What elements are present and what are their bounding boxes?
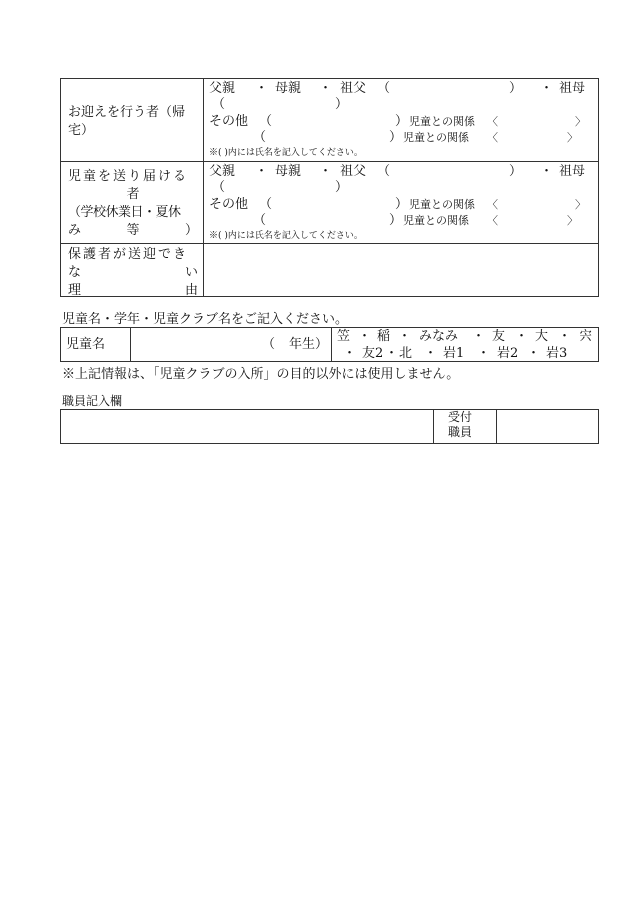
delivery-grandmother-option[interactable]: 祖母 bbox=[559, 164, 586, 179]
delivery-other-line: その他 （ ） 児童との関係 〈 〉 bbox=[209, 197, 586, 212]
pickup-other-line: その他 （ ） 児童との関係 〈 〉 bbox=[209, 114, 586, 129]
pickup-relatives-line: 父親 ・ 母親 ・ 祖父 （ ） ・ 祖母 bbox=[209, 81, 586, 96]
child-name-field[interactable] bbox=[132, 329, 257, 360]
row-divider-1 bbox=[60, 161, 599, 162]
club-option[interactable]: みなみ bbox=[419, 329, 459, 344]
club-option[interactable]: 北 bbox=[399, 346, 413, 361]
club-option[interactable]: 友 bbox=[492, 329, 506, 344]
reception-staff-field[interactable] bbox=[498, 411, 597, 442]
delivery-father-option[interactable]: 父親 bbox=[209, 164, 236, 179]
delivery-note: ※( )内には氏名を記入してください。 bbox=[209, 231, 363, 241]
delivery-relation-label: 児童との関係 bbox=[409, 198, 475, 211]
pickup-person-label: お迎えを行う者（帰 宅） bbox=[68, 105, 186, 138]
pickup-grandmother-option[interactable]: 祖母 bbox=[559, 81, 586, 96]
pickup-relation-label: 児童との関係 bbox=[409, 115, 475, 128]
staff-notes-field[interactable] bbox=[62, 411, 431, 442]
staff-divider-2 bbox=[496, 409, 497, 444]
row-divider-2 bbox=[60, 243, 599, 244]
child-info-divider-1 bbox=[130, 327, 131, 362]
club-option[interactable]: 稲 bbox=[377, 329, 391, 344]
no-pickup-reason-field[interactable] bbox=[205, 245, 597, 295]
delivery-relation-label-2: 児童との関係 bbox=[403, 214, 469, 227]
club-option[interactable]: 笠 bbox=[337, 329, 351, 344]
delivery-other-option[interactable]: その他 bbox=[209, 197, 249, 212]
no-pickup-reason-label: 保護者が送迎でき な い 理 由 bbox=[68, 247, 198, 298]
pickup-father-option[interactable]: 父親 bbox=[209, 81, 236, 96]
club-option[interactable]: 宍 bbox=[579, 329, 593, 344]
grade-open-paren: （ bbox=[262, 337, 276, 352]
guardian-table-divider bbox=[203, 78, 204, 297]
delivery-grandmother-name-line[interactable]: （ ） bbox=[212, 180, 349, 195]
club-option[interactable]: 友2 bbox=[362, 346, 384, 361]
club-option[interactable]: 大 bbox=[535, 329, 549, 344]
delivery-relatives-line: 父親 ・ 母親 ・ 祖父 （ ） ・ 祖母 bbox=[209, 164, 586, 179]
pickup-grandmother-name-line[interactable]: （ ） bbox=[212, 97, 349, 112]
club-option[interactable]: 岩1 bbox=[443, 346, 465, 361]
child-info-instruction: 児童名・学年・児童クラブ名をご記入ください。 bbox=[62, 312, 349, 327]
privacy-note: ※上記情報は、「児童クラブの入所」の目的以外には使用しません。 bbox=[62, 367, 460, 382]
grade-label: 年生） bbox=[289, 337, 329, 352]
staff-section-title: 職員記入欄 bbox=[62, 394, 123, 408]
child-name-label: 児童名 bbox=[66, 337, 106, 352]
delivery-grandfather-option[interactable]: 祖父 bbox=[340, 164, 367, 179]
delivery-person-label: 児童を送り届ける 者 （学校休業日・夏休 み 等 ） bbox=[68, 169, 198, 238]
pickup-note: ※( )内には氏名を記入してください。 bbox=[209, 148, 363, 158]
club-option[interactable]: 岩3 bbox=[546, 346, 568, 361]
pickup-mother-option[interactable]: 母親 bbox=[275, 81, 302, 96]
child-info-divider-2 bbox=[331, 327, 332, 362]
club-option[interactable]: 岩2 bbox=[497, 346, 519, 361]
pickup-other-option[interactable]: その他 bbox=[209, 114, 249, 129]
delivery-mother-option[interactable]: 母親 bbox=[275, 164, 302, 179]
pickup-relation-label-2: 児童との関係 bbox=[403, 131, 469, 144]
pickup-grandfather-option[interactable]: 祖父 bbox=[340, 81, 367, 96]
reception-staff-label: 受付 職員 bbox=[448, 410, 473, 439]
staff-divider-1 bbox=[433, 409, 434, 444]
